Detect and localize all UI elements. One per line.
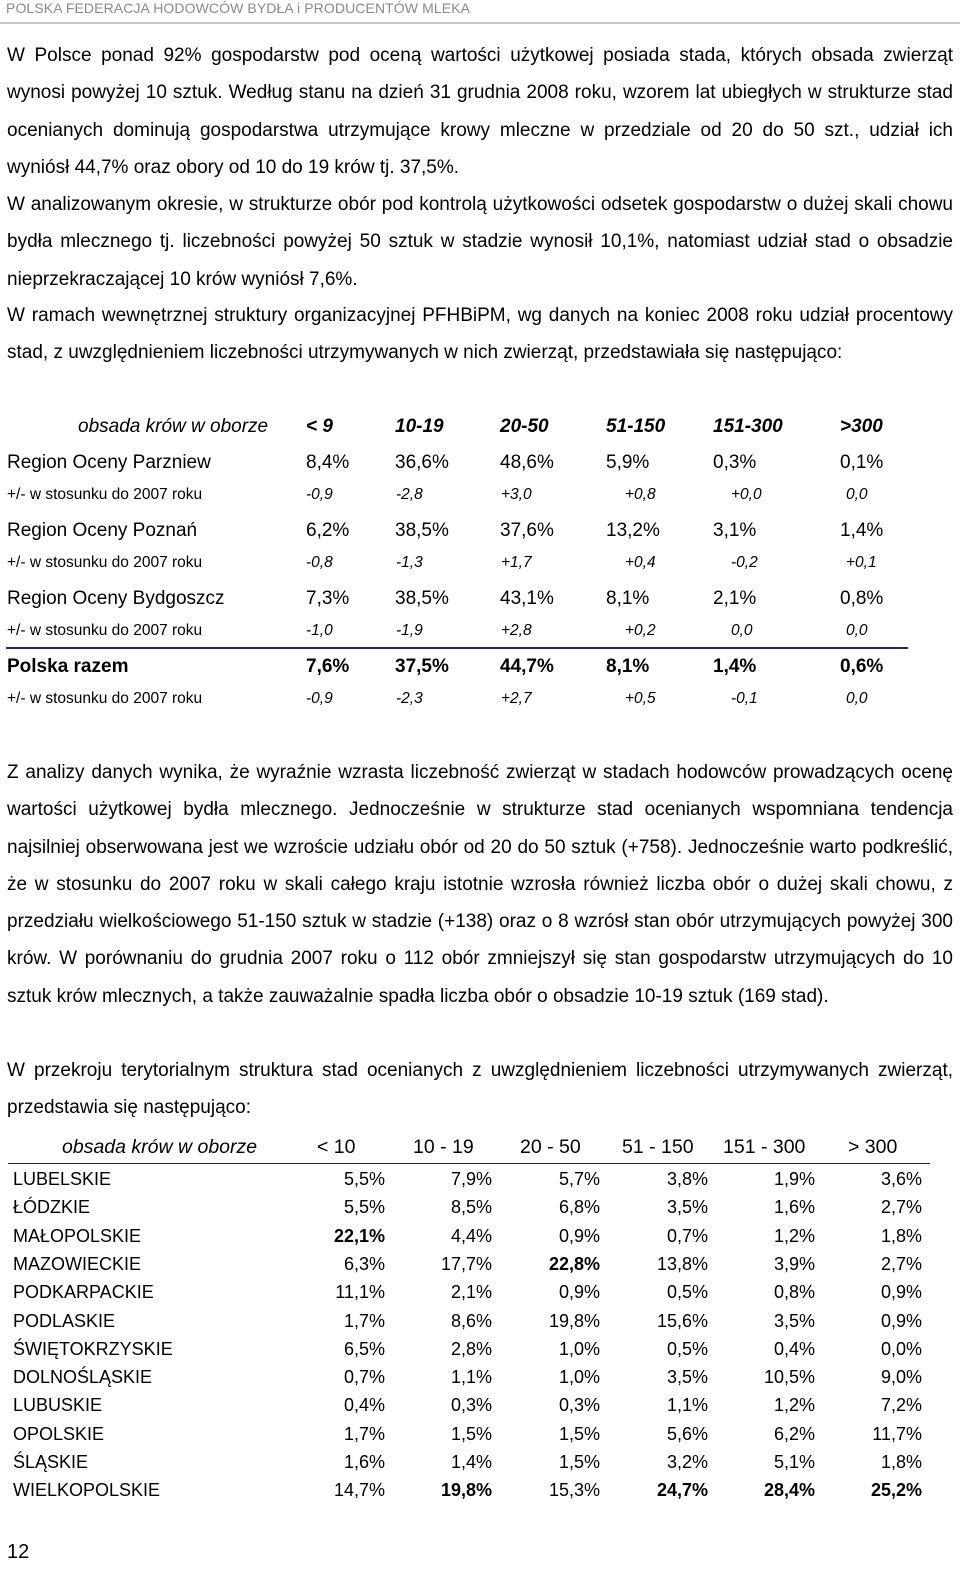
paragraph-voivodeships-intro: W przekroju terytorialnym struktura stad ocenianych z uwzględnieniem liczebności utrzymywanych zwierząt, przedstawia się następująco: xyxy=(7,1060,953,1119)
running-header: POLSKA FEDERACJA HODOWCÓW BYDŁA i PRODUCENTÓW MLEKA xyxy=(6,0,471,16)
row-label: DOLNOŚLĄSKIE xyxy=(13,1367,153,1388)
share-value: 13,2% xyxy=(606,520,660,541)
share-value: 5,5% xyxy=(343,1169,385,1189)
region-row xyxy=(0,446,960,480)
change-row-label: +/- w stosunku do 2007 roku xyxy=(7,690,203,707)
share-value: 2,1% xyxy=(450,1282,492,1303)
row-label: ŚLĄSKIE xyxy=(13,1452,89,1472)
share-value: 3,8% xyxy=(666,1169,708,1189)
row-label: Polska razem xyxy=(7,656,129,677)
total-row xyxy=(0,650,960,684)
share-value: 0,4% xyxy=(343,1395,385,1416)
share-value: 5,5% xyxy=(343,1197,385,1218)
share-value: 0,0% xyxy=(880,1338,922,1359)
share-value: 37,6% xyxy=(500,520,554,541)
share-value: 0,9% xyxy=(880,1282,922,1303)
share-value: 7,9% xyxy=(450,1169,492,1189)
change-value: -0,9 xyxy=(306,486,333,503)
table-row xyxy=(0,1193,960,1221)
column-header: 10-19 xyxy=(395,416,444,437)
table-row xyxy=(0,1391,960,1419)
share-value: 5,9% xyxy=(606,452,650,473)
change-value: +0,8 xyxy=(625,486,656,503)
table-row xyxy=(0,1307,960,1335)
row-label: OPOLSKIE xyxy=(13,1423,105,1444)
change-row-label: +/- w stosunku do 2007 roku xyxy=(7,554,203,571)
share-value: 0,5% xyxy=(666,1338,708,1359)
share-value: 11,7% xyxy=(872,1423,922,1444)
share-value: 36,6% xyxy=(395,452,449,473)
share-value: 28,4% xyxy=(763,1480,815,1501)
table-row xyxy=(0,1476,960,1504)
share-value: 44,7% xyxy=(500,656,554,677)
share-value: 3,1% xyxy=(713,520,757,541)
share-value: 3,5% xyxy=(666,1197,708,1218)
header-divider xyxy=(0,22,960,24)
change-value: -0,9 xyxy=(306,690,333,707)
row-label: LUBELSKIE xyxy=(13,1169,112,1189)
share-value: 8,1% xyxy=(606,656,650,677)
share-value: 15,6% xyxy=(656,1310,708,1331)
share-value: 0,3% xyxy=(450,1395,492,1416)
share-value: 7,6% xyxy=(306,656,350,677)
share-value: 22,1% xyxy=(333,1225,385,1246)
page-number: 12 xyxy=(7,1541,30,1563)
share-value: 14,7% xyxy=(333,1480,385,1501)
table-header-row xyxy=(0,1132,960,1162)
row-label: Region Oceny Parzniew xyxy=(7,452,211,473)
change-value: 0,0 xyxy=(846,622,868,639)
change-value: 0,0 xyxy=(731,622,753,639)
change-value: -2,3 xyxy=(396,690,423,707)
share-value: 0,5% xyxy=(666,1282,708,1303)
total-divider xyxy=(6,647,908,649)
share-value: 1,6% xyxy=(773,1197,815,1218)
share-value: 10,5% xyxy=(763,1367,815,1388)
share-value: 3,9% xyxy=(773,1253,815,1274)
change-value: +1,7 xyxy=(501,554,532,571)
change-value: -0,8 xyxy=(306,554,333,571)
share-value: 1,9% xyxy=(773,1169,815,1189)
table-row xyxy=(0,1363,960,1391)
row-label: PODKARPACKIE xyxy=(13,1282,154,1303)
share-value: 1,0% xyxy=(558,1338,600,1359)
share-value: 8,5% xyxy=(450,1197,492,1218)
change-value: -1,3 xyxy=(396,554,423,571)
share-value: 48,6% xyxy=(500,452,554,473)
table-row xyxy=(0,1420,960,1448)
share-value: 1,1% xyxy=(666,1395,708,1416)
share-value: 1,5% xyxy=(558,1452,600,1472)
share-value: 1,2% xyxy=(773,1225,815,1246)
share-value: 43,1% xyxy=(500,588,554,609)
change-row xyxy=(0,616,960,646)
share-value: 6,5% xyxy=(343,1338,385,1359)
share-value: 1,5% xyxy=(450,1423,492,1444)
share-value: 0,4% xyxy=(773,1338,815,1359)
change-value: +2,7 xyxy=(501,690,532,707)
column-header-label: obsada krów w oborze xyxy=(78,416,269,437)
share-value: 1,4% xyxy=(713,656,757,677)
share-value: 22,8% xyxy=(548,1253,600,1274)
share-value: 11,1% xyxy=(335,1282,385,1303)
row-label: MAZOWIECKIE xyxy=(13,1253,142,1274)
change-row xyxy=(0,480,960,510)
share-value: 0,9% xyxy=(558,1225,600,1246)
share-value: 1,2% xyxy=(773,1395,815,1416)
share-value: 0,9% xyxy=(880,1310,922,1331)
table-row xyxy=(0,1250,960,1278)
change-value: +0,2 xyxy=(625,622,656,639)
column-header: 20-50 xyxy=(500,416,549,437)
share-value: 19,8% xyxy=(440,1480,492,1501)
table-row xyxy=(0,1335,960,1363)
share-value: 2,7% xyxy=(880,1253,922,1274)
change-value: -0,1 xyxy=(731,690,758,707)
change-row-label: +/- w stosunku do 2007 roku xyxy=(7,486,203,503)
share-value: 1,8% xyxy=(880,1225,922,1246)
column-header: < 10 xyxy=(317,1136,356,1158)
change-value: 0,0 xyxy=(846,486,868,503)
change-value: +0,5 xyxy=(625,690,656,707)
share-value: 3,5% xyxy=(666,1367,708,1388)
column-header: 151 - 300 xyxy=(723,1136,806,1158)
table-header-row xyxy=(0,410,960,444)
share-value: 37,5% xyxy=(395,656,449,677)
column-header: >300 xyxy=(840,416,883,437)
share-value: 19,8% xyxy=(548,1310,600,1331)
change-value: -1,0 xyxy=(306,622,333,639)
share-value: 5,1% xyxy=(773,1452,815,1472)
share-value: 3,5% xyxy=(773,1310,815,1331)
share-value: 5,6% xyxy=(666,1423,708,1444)
share-value: 1,7% xyxy=(343,1423,385,1444)
share-value: 15,3% xyxy=(548,1480,600,1501)
share-value: 1,1% xyxy=(450,1367,492,1388)
share-value: 7,2% xyxy=(880,1395,922,1416)
row-label: PODLASKIE xyxy=(13,1310,116,1331)
share-value: 0,8% xyxy=(773,1282,815,1303)
share-value: 6,3% xyxy=(343,1253,385,1274)
share-value: 4,4% xyxy=(450,1225,492,1246)
share-value: 1,7% xyxy=(343,1310,385,1331)
change-value: +2,8 xyxy=(501,622,532,639)
share-value: 0,7% xyxy=(666,1225,708,1246)
share-value: 1,5% xyxy=(558,1423,600,1444)
change-value: +0,4 xyxy=(625,554,656,571)
change-value: -0,2 xyxy=(731,554,758,571)
share-value: 0,3% xyxy=(558,1395,600,1416)
share-value: 3,6% xyxy=(880,1169,922,1189)
share-value: 38,5% xyxy=(395,520,449,541)
column-header-label: obsada krów w oborze xyxy=(62,1136,258,1158)
share-value: 0,1% xyxy=(840,452,884,473)
paragraph-intro: W Polsce ponad 92% gospodarstw pod oceną wartości użytkowej posiada stada, których obsada zwierząt wynosi powyżej 10 sztuk. Według stanu na dzień 31 grudnia 2008 roku, wzorem lat ubiegłych w strukturze stad ocenianych dominują gospodarstwa utrzymujące krowy mleczne w przedziale od 20 do 50 szt., udział ich wyniósł 44,7% oraz obory od 10 do 19 krów tj. 37,5%. xyxy=(7,45,953,178)
table-row xyxy=(0,1165,960,1193)
column-header: 20 - 50 xyxy=(520,1136,581,1158)
share-value: 25,2% xyxy=(870,1480,922,1501)
change-value: +0,0 xyxy=(731,486,762,503)
share-value: 2,7% xyxy=(880,1197,922,1218)
share-value: 8,6% xyxy=(450,1310,492,1331)
column-header: 10 - 19 xyxy=(413,1136,474,1158)
row-label: Region Oceny Poznań xyxy=(7,520,198,541)
share-value: 0,9% xyxy=(558,1282,600,1303)
share-value: 7,3% xyxy=(306,588,350,609)
share-value: 9,0% xyxy=(880,1367,922,1388)
paragraph-large-herds: W analizowanym okresie, w strukturze obór pod kontrolą użytkowości odsetek gospodarstw o dużej skali chowu bydła mlecznego tj. liczebności powyżej 50 sztuk w stadzie wynosił 10,1%, natomiast udział stad o obsadzie nieprzekraczającej 10 krów wyniósł 7,6%. xyxy=(7,194,953,290)
column-header: > 300 xyxy=(848,1136,898,1158)
share-value: 1,4% xyxy=(450,1452,492,1472)
share-value: 0,8% xyxy=(840,588,884,609)
row-label: Region Oceny Bydgoszcz xyxy=(7,588,225,609)
share-value: 1,6% xyxy=(343,1452,385,1472)
header-divider xyxy=(8,1163,930,1164)
share-value: 0,7% xyxy=(343,1367,385,1388)
table-row xyxy=(0,1278,960,1306)
change-value: -1,9 xyxy=(396,622,423,639)
share-value: 6,2% xyxy=(773,1423,815,1444)
share-value: 6,8% xyxy=(558,1197,600,1218)
share-value: 1,8% xyxy=(880,1452,922,1472)
share-value: 1,4% xyxy=(840,520,884,541)
table-row xyxy=(0,1222,960,1250)
change-value: 0,0 xyxy=(846,690,868,707)
share-value: 8,1% xyxy=(606,588,650,609)
paragraph-regions-intro: W ramach wewnętrznej struktury organizacyjnej PFHBiPM, wg danych na koniec 2008 roku udział procentowy stad, z uwzględnieniem liczebności utrzymywanych w nich zwierząt, przedstawiała się następująco: xyxy=(7,305,953,364)
share-value: 3,2% xyxy=(666,1452,708,1472)
change-row-label: +/- w stosunku do 2007 roku xyxy=(7,622,203,639)
share-value: 5,7% xyxy=(558,1169,600,1189)
column-header: 51-150 xyxy=(606,416,666,437)
change-value: -2,8 xyxy=(396,486,423,503)
column-header: 51 - 150 xyxy=(622,1136,694,1158)
row-label: ŚWIĘTOKRZYSKIE xyxy=(13,1338,173,1359)
change-row xyxy=(0,548,960,578)
row-label: ŁÓDZKIE xyxy=(13,1197,91,1218)
share-value: 38,5% xyxy=(395,588,449,609)
share-value: 2,1% xyxy=(713,588,757,609)
paragraph-analysis: Z analizy danych wynika, że wyraźnie wzrasta liczebność zwierząt w stadach hodowców prowadzących ocenę wartości użytkowej bydła mlecznego. Jednocześnie w strukturze stad ocenianych wspomniana tendencja najsilniej obserwowana jest we wzroście udziału obór od 20 do 50 sztuk (+758). Jednocześnie warto podkreślić, że w stosunku do 2007 roku w skali całego kraju istotnie wzrosła również liczba obór o dużej skali chowu, z przedziału wielkościowego 51-150 sztuk w stadzie (+138) oraz o 8 wzrósł stan obór utrzymujących powyżej 300 krów. W porównaniu do grudnia 2007 roku o 112 obór zmniejszył się stan gospodarstw utrzymujących do 10 sztuk krów mlecznych, a także zauważalnie spadła liczba obór o obsadzie 10-19 sztuk (169 stad). xyxy=(7,762,953,1007)
share-value: 6,2% xyxy=(306,520,350,541)
share-value: 2,8% xyxy=(450,1338,492,1359)
region-row xyxy=(0,514,960,548)
change-value: +3,0 xyxy=(501,486,532,503)
share-value: 13,8% xyxy=(656,1253,708,1274)
change-value: +0,1 xyxy=(846,554,877,571)
share-value: 1,0% xyxy=(558,1367,600,1388)
region-row xyxy=(0,582,960,616)
column-header: 151-300 xyxy=(713,416,783,437)
change-row xyxy=(0,684,960,714)
share-value: 17,7% xyxy=(440,1253,492,1274)
share-value: 0,6% xyxy=(840,656,884,677)
row-label: WIELKOPOLSKIE xyxy=(13,1480,161,1501)
row-label: LUBUSKIE xyxy=(13,1395,103,1416)
table-row xyxy=(0,1448,960,1476)
share-value: 0,3% xyxy=(713,452,757,473)
share-value: 8,4% xyxy=(306,452,350,473)
row-label: MAŁOPOLSKIE xyxy=(13,1225,142,1246)
share-value: 24,7% xyxy=(656,1480,708,1501)
column-header: < 9 xyxy=(306,416,333,437)
